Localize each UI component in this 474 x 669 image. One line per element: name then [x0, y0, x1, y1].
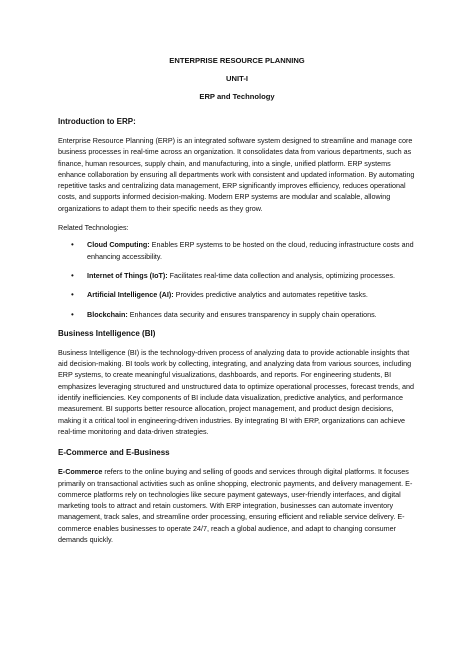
bullet-icon: •: [71, 240, 74, 250]
bullet-icon: •: [71, 290, 74, 300]
bullet-icon: •: [71, 309, 74, 319]
ecom-paragraph: [58, 466, 416, 545]
unit-label: UNIT-I: [226, 74, 248, 83]
document-subtitle: ERP and Technology: [199, 92, 275, 101]
list-item: [58, 289, 416, 300]
intro-paragraph: Enterprise Resource Planning (ERP) is an integrated software system designed to streamline and manage core business processes in real-time across an organization. It consolidates data from various departments, such as finance, human resources, supply chain, and manufacturing, into a single, unified platform. ERP systems enhance collaboration by ensuring all departments work with consistent and updated information. By automating repetitive tasks and centralizing data management, ERP significantly improves efficiency, reduces operational costs, and supports informed decision-making. Modern ERP systems are modular and scalable, allowing organizations to adapt them to their specific needs as they grow.: [58, 136, 415, 213]
list-item: [58, 239, 416, 262]
ecom-heading: E-Commerce and E-Business: [58, 448, 170, 458]
list-item-text: Enables ERP systems to be hosted on the cloud, reducing infrastructure costs and enhancing accessibility.: [87, 240, 414, 261]
list-item-text: Facilitates real-time data collection and analysis, optimizing processes.: [167, 270, 395, 280]
ecom-paragraph-text: refers to the online buying and selling of goods and services through digital platforms. It focuses primarily on transactional activities such as online shopping, electronic payments, and delivery management. E-commerce platforms rely on technologies like secure payment gateways, user-friendly interfaces, and digital marketing tools to attract and retain customers. With ERP integration, businesses can automate inventory management, track sales, and streamline order processing, ensuring efficient and reliable service delivery. E-commerce enables businesses to operate 24/7, reach a global audience, and adapt to changing consumer demands quickly.: [58, 467, 413, 545]
list-item-text: Provides predictive analytics and automates repetitive tasks.: [173, 290, 368, 300]
list-item-text: Enhances data security and ensures transparency in supply chain operations.: [127, 309, 377, 319]
bi-paragraph: Business Intelligence (BI) is the technology-driven process of analyzing data to provide actionable insights that aid decision-making. BI tools work by collecting, integrating, and analyzing data from various sources, including ERP systems, to create meaningful visualizations, dashboards, and reports. For engineering students, BI emphasizes leveraging structured and unstructured data to optimize operational processes, forecast trends, and identify inefficiencies. Key components of BI include data visualization, predictive analytics, and performance measurement. BI supports better resource allocation, project management, and product design decisions, making it a critical tool in engineering-driven industries. By integrating BI with ERP, organizations can achieve real-time monitoring and data-driven strategies.: [58, 347, 414, 436]
related-technologies-label: Related Technologies:: [58, 223, 129, 233]
ecom-lead-term: E-Commerce: [58, 467, 103, 477]
intro-heading: Introduction to ERP:: [58, 117, 136, 126]
list-item: [58, 309, 416, 320]
list-item-term: Blockchain:: [87, 309, 128, 319]
list-item-term: Internet of Things (IoT):: [87, 270, 168, 280]
related-technologies-list: [58, 239, 416, 319]
list-item-term: Cloud Computing:: [87, 240, 150, 250]
list-item: [58, 270, 416, 281]
list-item-term: Artificial Intelligence (AI):: [87, 290, 174, 300]
bi-heading: Business Intelligence (BI): [58, 328, 156, 338]
document-title: ENTERPRISE RESOURCE PLANNING: [169, 56, 305, 65]
bullet-icon: •: [71, 270, 74, 280]
